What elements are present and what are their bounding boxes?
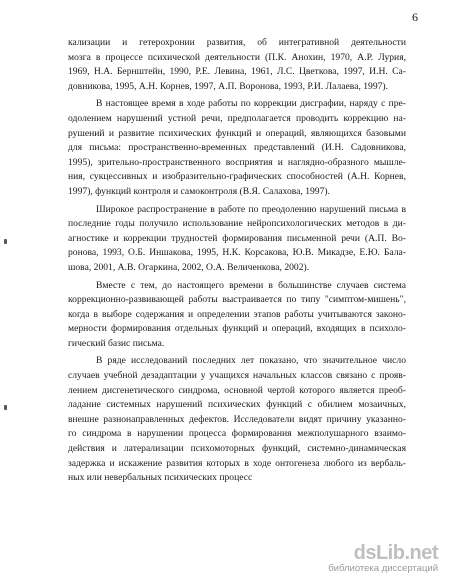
text-line: задержка и искажение развития которых в ходе онтогенеза любого из вербаль- bbox=[68, 457, 406, 469]
watermark-subtitle: библиотека диссертаций bbox=[328, 563, 438, 574]
text-line: агностике и коррекции трудностей формирования письменной речи (А.П. Во- bbox=[68, 232, 406, 244]
text-line: ронова, 1993, О.Б. Иншакова, 1995, Н.К. Корсакова, Ю.В. Микадзе, Е.Ю. Бала- bbox=[68, 247, 406, 259]
text-line: лением дисгенетического синдрома, основной чертой которого является преоб- bbox=[68, 384, 406, 396]
text-line: внешне разнонаправленных дефектов. Исследователи видят причину указанно- bbox=[68, 413, 406, 425]
text-line: когда в выборе содержания и определении этапов работы учитываются законо- bbox=[68, 308, 406, 320]
text-line: последние годы получило использование нейропсихологических методов в ди- bbox=[68, 218, 406, 230]
text-line: 1997), функций контроля и самоконтроля (В.Я. Салахова, 1997). bbox=[68, 185, 330, 197]
page-number: 6 bbox=[412, 10, 418, 24]
text-line: Широкое распространение в работе по преодолению нарушений письма в bbox=[96, 203, 406, 215]
text-line: гический базис письма. bbox=[68, 337, 165, 349]
text-line: го синдрома в нарушении процесса формирования межполушарного взаимо- bbox=[68, 428, 406, 440]
text-line: случаев учебной дезадаптации у учащихся начальных классов связано с прояв- bbox=[68, 370, 406, 382]
text-line: шова, 2001, А.В. Огаркина, 2002, О.А. Величенкова, 2002). bbox=[68, 261, 310, 273]
text-line: кализации и гетерохронии развития, об интегративной деятельности bbox=[68, 37, 406, 48]
paragraph bbox=[68, 354, 406, 485]
margin-mark bbox=[4, 239, 7, 244]
margin-mark bbox=[4, 405, 7, 410]
text-line: довникова, 1995, А.Н. Корнев, 1997, А.П. Воронова, 1993, Р.И. Лалаева, 1997). bbox=[68, 80, 389, 92]
document-body bbox=[68, 36, 406, 486]
text-line: В настоящее время в ходе работы по коррекции дисграфии, наряду с пре- bbox=[96, 98, 406, 110]
text-line: мерности формирования отдельных функций и операций, входящих в психоло- bbox=[68, 323, 406, 335]
watermark-logo: dsLib.net bbox=[353, 542, 438, 564]
text-line: действия и латерализации психомоторных функций, системно-динамическая bbox=[68, 443, 406, 455]
text-line: коррекционно-развивающей работы выстраивается по типу "симптом-мишень", bbox=[68, 294, 406, 306]
text-line: В ряде исследований последних лет показано, что значительное число bbox=[96, 355, 406, 367]
text-line: ладание системных нарушений психических функций с обилием мозаичных, bbox=[68, 399, 406, 411]
text-line: рушений и развитие психических функций и операций, являющихся базовыми bbox=[68, 127, 406, 139]
paragraph bbox=[68, 36, 406, 94]
text-line: для письма: пространственно-временных представлений (И.Н. Садовникова, bbox=[68, 142, 406, 154]
watermark[interactable] bbox=[324, 541, 442, 576]
text-line: Вместе с тем, до настоящего времени в большинстве случаев система bbox=[96, 279, 406, 291]
text-line: 1969, Н.А. Бернштейн, 1990, Р.Е. Левина, 1961, Л.С. Цветкова, 1997, И.Н. Са- bbox=[68, 66, 406, 78]
text-line: мозга в процессе психической деятельности (П.К. Анохин, 1970, А.Р. Лурия, bbox=[68, 51, 406, 63]
text-line: одолением нарушений устной речи, предполагается проводить коррекцию на- bbox=[68, 112, 406, 124]
text-line: 1995), зрительно-пространственного восприятия и наглядно-образного мышле- bbox=[68, 156, 406, 168]
paragraph bbox=[68, 203, 406, 276]
text-line: ния, сукцессивных и изобразительно-графических способностей (А.Н. Корнев, bbox=[68, 171, 406, 183]
text-line: ных или невербальных психических процесс bbox=[68, 472, 253, 484]
paragraph bbox=[68, 97, 406, 199]
paragraph bbox=[68, 279, 406, 352]
